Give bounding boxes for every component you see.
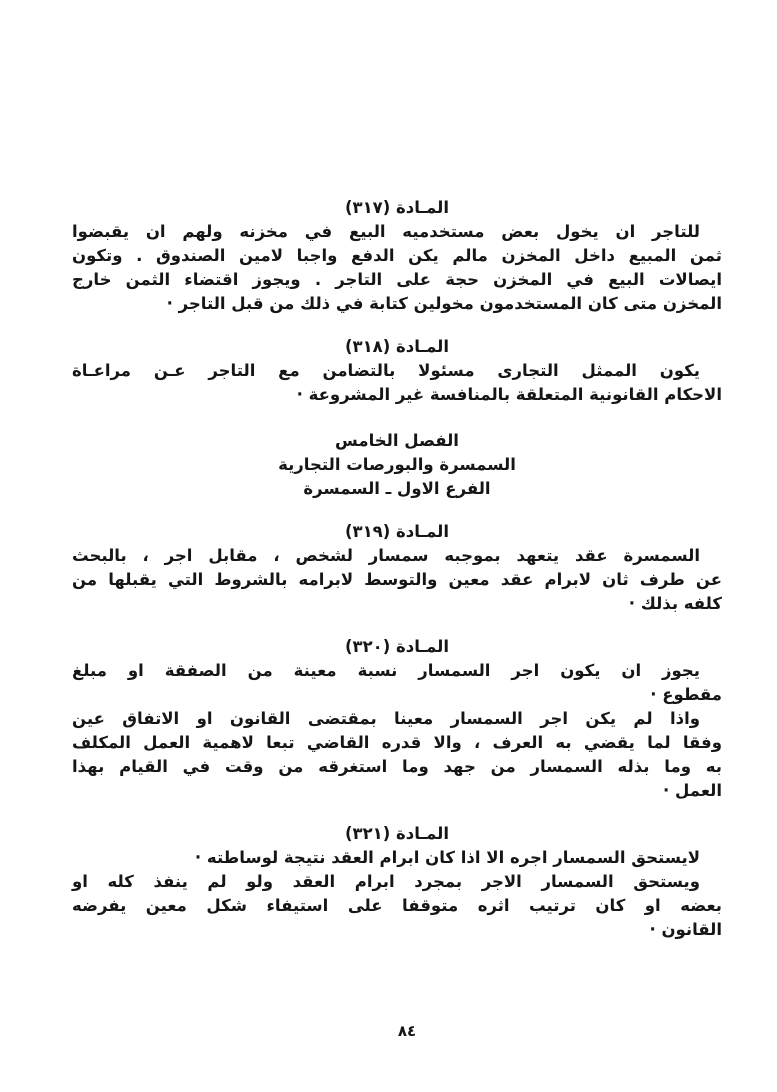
article-319-body: [72, 544, 722, 616]
text-line: ثمن المبيع داخل المخزن مالم يكن الدفع واجبا لامين الصندوق . وتكون: [72, 246, 722, 265]
text-line: يجوز ان يكون اجر السمسار نسبة معينة من الصفقة او مبلغ: [72, 661, 700, 680]
text-line: مقطوع ·: [650, 685, 722, 704]
chapter-heading-block: [72, 429, 722, 501]
text-line: العمل ·: [663, 781, 722, 800]
text-line: المخزن متى كان المستخدمون مخولين كتابة في ذلك من قبل التاجر ·: [166, 294, 722, 313]
article-321-body: [72, 846, 722, 942]
text-line: ايصالات البيع في المخزن حجة على التاجر . ويجوز اقتضاء الثمن خارج: [72, 270, 722, 289]
text-line: به وما بذله السمسار من جهد وما استغرقه من وقت في القيام بهذا: [72, 757, 722, 776]
text-line: كلفه بذلك ·: [628, 594, 722, 613]
text-line: بعضه او كان ترتيب اثره متوقفا على استيفاء شكل معين يفرضه: [72, 896, 722, 915]
text-line: واذا لم يكن اجر السمسار معينا بمقتضى القانون او الاتفاق عين: [72, 709, 700, 728]
article-318-body: [72, 359, 722, 407]
article-317-body: [72, 220, 722, 316]
page-number: ٨٤: [397, 1022, 417, 1040]
text-line: لايستحق السمسار اجره الا اذا كان ابرام العقد نتيجة لوساطته ·: [194, 848, 700, 867]
branch-title: الفرع الاول ـ السمسرة: [303, 479, 491, 498]
text-line: القانون ·: [649, 920, 722, 939]
text-line: وفقا لما يقضي به العرف ، والا قدره القاضي تبعا لاهمية العمل المكلف: [72, 733, 722, 752]
text-line: يكون الممثل التجارى مسئولا بالتضامن مع التاجر عـن مراعـاة: [72, 361, 700, 380]
chapter-subtitle: السمسرة والبورصات التجارية: [278, 455, 516, 474]
article-317-heading: المـادة (٣١٧): [344, 198, 449, 217]
text-line: للتاجر ان يخول بعض مستخدميه البيع في مخزنه ولهم ان يقبضوا: [72, 222, 700, 241]
document-text-block: [72, 196, 722, 942]
chapter-title: الفصل الخامس: [335, 431, 459, 450]
text-line: السمسرة عقد يتعهد بموجبه سمسار لشخص ، مقابل اجر ، بالبحث: [72, 546, 700, 565]
article-319-heading: المـادة (٣١٩): [344, 522, 449, 541]
text-line: ويستحق السمسار الاجر بمجرد ابرام العقد ولو لم ينفذ كله او: [72, 872, 700, 891]
article-320-heading: المـادة (٣٢٠): [344, 637, 449, 656]
text-line: عن طرف ثان لابرام عقد معين والتوسط لابرامه بالشروط التي يقبلها من: [72, 570, 722, 589]
article-320-body: [72, 659, 722, 803]
article-321-heading: المـادة (٣٢١): [344, 824, 449, 843]
text-line: الاحكام القانونية المتعلقة بالمنافسة غير المشروعة ·: [296, 385, 722, 404]
article-318-heading: المـادة (٣١٨): [344, 337, 449, 356]
